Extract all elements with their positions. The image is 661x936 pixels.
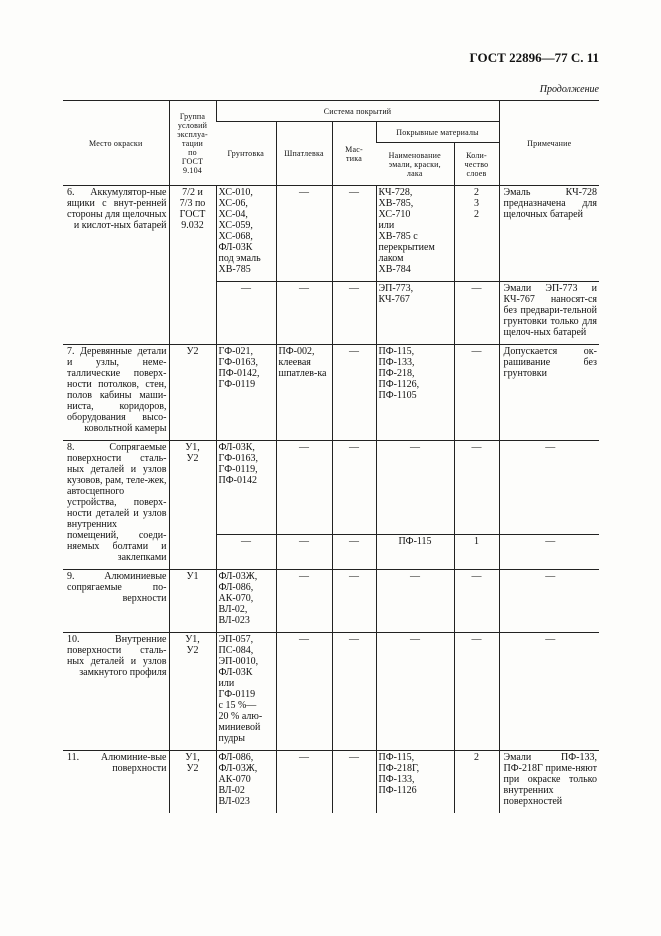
primer-line: ФЛ-03К, xyxy=(218,442,255,453)
material-line: ПФ-1105 xyxy=(378,390,417,401)
material-line: ПФ-218, xyxy=(378,368,415,379)
materials-cell xyxy=(376,633,454,751)
primer-line: ВЛ-023 xyxy=(218,615,250,626)
note-cell: Эмаль КЧ-728 предназначена для щелочных батарей xyxy=(499,186,599,282)
group-line: У1, xyxy=(185,752,200,763)
material-line: — xyxy=(410,634,420,645)
col-header-group-line: тации xyxy=(182,138,203,148)
continuation-label: Продолжение xyxy=(539,84,599,95)
mastic-cell: — xyxy=(332,345,376,441)
layers-cell xyxy=(454,570,499,633)
col-header-putty: Шпатлевка xyxy=(276,122,332,186)
group-cell xyxy=(169,345,216,441)
table-row xyxy=(63,441,599,535)
primer-line: ЭП-0010, xyxy=(218,656,259,667)
material-line: ХВ-784 xyxy=(378,264,411,275)
layers-cell xyxy=(454,441,499,535)
layers-cell xyxy=(454,345,499,441)
group-cell xyxy=(169,633,216,751)
primer-line: ВЛ-02, xyxy=(218,604,248,615)
col-header-name-line: Наименование xyxy=(388,150,441,160)
mastic-cell: — xyxy=(332,535,376,570)
col-header-group xyxy=(169,101,216,186)
primer-line: АК-070 xyxy=(218,774,251,785)
mastic-cell: — xyxy=(332,633,376,751)
primer-line: ПС-084, xyxy=(218,645,254,656)
putty-cell: — xyxy=(276,441,332,535)
primer-cell xyxy=(216,186,276,282)
material-line: ПФ-133, xyxy=(378,357,415,368)
putty-cell: — xyxy=(276,535,332,570)
col-header-primer: Грунтовка xyxy=(227,149,265,158)
material-line: ПФ-218Г, xyxy=(378,763,420,774)
materials-cell xyxy=(376,751,454,814)
group-line: 7/2 и xyxy=(182,187,203,198)
primer-line: 20 % алю- xyxy=(218,711,263,722)
group-line: У2 xyxy=(186,645,199,656)
primer-line: ГФ-0119 xyxy=(218,689,256,700)
note-cell: — xyxy=(499,570,599,633)
material-line: КЧ-728, xyxy=(378,187,413,198)
group-line: У1, xyxy=(185,442,200,453)
material-line: ПФ-115 xyxy=(398,536,432,548)
primer-line: ФЛ-03К xyxy=(218,667,253,678)
layers-cell xyxy=(454,535,499,570)
col-header-mastic-line: Мас- xyxy=(345,144,363,154)
primer-line: ХС-04, xyxy=(218,209,248,220)
primer-cell xyxy=(216,441,276,535)
col-header-mastic xyxy=(332,122,376,186)
materials-cell xyxy=(376,282,454,345)
primer-cell xyxy=(216,282,276,345)
col-header-name-line: лака xyxy=(406,168,423,178)
col-header-group-line: по xyxy=(188,147,197,157)
material-line: лаком xyxy=(378,253,404,264)
primer-line: ФЛ-03Ж, xyxy=(218,571,258,582)
layers-line: 2 xyxy=(474,752,479,763)
group-cell xyxy=(169,441,216,570)
col-header-layers xyxy=(454,143,499,186)
layers-cell xyxy=(454,186,499,282)
col-header-name-line: эмали, краски, xyxy=(388,159,441,169)
primer-line: ХС-068, xyxy=(218,231,253,242)
primer-cell xyxy=(216,633,276,751)
col-header-note: Примечание xyxy=(499,101,599,186)
primer-line: ПФ-0142 xyxy=(218,475,257,486)
primer-line: ГФ-021, xyxy=(218,346,254,357)
layers-line: — xyxy=(471,634,482,645)
col-header-layers-line: чество xyxy=(464,159,489,169)
table-row xyxy=(63,570,599,633)
material-line: ЭП-773, xyxy=(378,283,414,294)
putty-cell: — xyxy=(276,186,332,282)
material-line: ХВ-785, xyxy=(378,198,414,209)
group-line: У2 xyxy=(186,763,199,774)
putty-cell: — xyxy=(276,570,332,633)
primer-line: ФЛ-03Ж, xyxy=(218,763,258,774)
layers-line: 2 xyxy=(474,209,479,220)
group-cell xyxy=(169,751,216,814)
group-line: 7/3 по xyxy=(179,198,206,209)
place-cell: 10. Внутренние поверхности сталь-ных деталей и узлов замкнутого профиля xyxy=(63,633,169,751)
primer-line: АК-070, xyxy=(218,593,254,604)
material-line: или xyxy=(378,220,395,231)
putty-cell: — xyxy=(276,751,332,814)
place-cell: 9. Алюминиевые сопрягаемые по-верхности xyxy=(63,570,169,633)
layers-line: — xyxy=(471,346,482,357)
material-line: ПФ-133, xyxy=(378,774,415,785)
col-header-mastic-line: тика xyxy=(346,153,362,163)
material-line: ХС-710 xyxy=(378,209,411,220)
group-line: ГОСТ xyxy=(179,209,206,220)
layers-line: — xyxy=(471,283,482,294)
layers-line: 1 xyxy=(474,536,479,548)
primer-line: ХС-059, xyxy=(218,220,253,231)
col-header-group-line: ГОСТ xyxy=(181,156,204,166)
group-line: У1, xyxy=(185,634,200,645)
primer-cell xyxy=(216,345,276,441)
material-line: КЧ-767 xyxy=(378,294,410,305)
layers-line: — xyxy=(471,571,482,582)
primer-line: миниевой xyxy=(218,722,261,733)
materials-cell xyxy=(376,345,454,441)
primer-line: ГФ-0119, xyxy=(218,464,258,475)
primer-line: ГФ-0119 xyxy=(218,379,256,390)
group-line: У2 xyxy=(186,453,199,464)
primer-line: — xyxy=(241,283,251,294)
material-line: ПФ-1126, xyxy=(378,379,420,390)
note-cell: Допускается ок-рашивание без грунтовки xyxy=(499,345,599,441)
col-header-group-line: условий xyxy=(177,120,208,130)
primer-line: ПФ-0142, xyxy=(218,368,260,379)
primer-cell xyxy=(216,751,276,814)
materials-cell xyxy=(376,535,454,570)
table-row xyxy=(63,345,599,441)
layers-line: — xyxy=(471,442,482,453)
place-cell: 11. Алюминие-вые поверхности xyxy=(63,751,169,814)
primer-line: — xyxy=(241,536,251,548)
place-cell: 6. Аккумулятор-ные ящики с внут-ренней стороны для щелочных и кислот-ных батарей xyxy=(63,186,169,345)
primer-line: ХС-06, xyxy=(218,198,248,209)
primer-line: с 15 %— xyxy=(218,700,257,711)
primer-line: ФЛ-03К xyxy=(218,242,253,253)
mastic-cell: — xyxy=(332,282,376,345)
group-line: У1 xyxy=(186,571,199,582)
mastic-cell: — xyxy=(332,570,376,633)
col-header-place: Место окраски xyxy=(63,101,169,186)
mastic-cell: — xyxy=(332,751,376,814)
materials-cell xyxy=(376,570,454,633)
primer-line: ЭП-057, xyxy=(218,634,254,645)
note-cell: Эмали ПФ-133, ПФ-218Г приме-няют при окраске только внутренних поверхностей xyxy=(499,751,599,814)
col-header-layers-line: Коли- xyxy=(466,150,487,160)
col-header-system: Система покрытий xyxy=(216,101,499,122)
primer-line: ХС-010, xyxy=(218,187,253,198)
materials-cell xyxy=(376,186,454,282)
primer-cell xyxy=(216,535,276,570)
primer-line: ФЛ-086, xyxy=(218,582,254,593)
layers-line: 3 xyxy=(474,198,479,209)
material-line: ПФ-115, xyxy=(378,752,415,763)
material-line: — xyxy=(410,442,420,453)
primer-line: пудры xyxy=(218,733,246,744)
col-header-group-line: Группа xyxy=(179,111,206,121)
place-cell: 8. Сопрягаемые поверхности сталь-ных деталей и узлов кузовов, рам, теле-жек, автосцепного устройства, поверх-ности деталей и узлов внутренних помещений, соеди-няемых болтами и заклепками xyxy=(63,441,169,570)
primer-line: ФЛ-086, xyxy=(218,752,254,763)
material-line: — xyxy=(410,571,420,582)
primer-line: под эмаль xyxy=(218,253,261,264)
material-line: ХВ-785 с xyxy=(378,231,418,242)
col-header-group-line: 9.104 xyxy=(183,165,202,175)
putty-cell: ПФ-002, клеевая шпатлев-ка xyxy=(276,345,332,441)
material-line: перекрытием xyxy=(378,242,435,253)
layers-cell xyxy=(454,282,499,345)
col-header-coating: Покрывные материалы xyxy=(376,122,499,143)
putty-cell: — xyxy=(276,282,332,345)
table-row xyxy=(63,186,599,282)
material-line: ПФ-1126 xyxy=(378,785,417,796)
place-cell: 7. Деревянные детали и узлы, неме-таллические поверх-ности потолков, стен, полов кабины маши-ниста, коридоров, оборудования высо-ковольтной камеры xyxy=(63,345,169,441)
primer-line: ГФ-0163, xyxy=(218,357,259,368)
primer-line: ВЛ-02 xyxy=(218,785,245,796)
table-row xyxy=(63,751,599,814)
layers-cell xyxy=(454,751,499,814)
table-row xyxy=(63,633,599,751)
col-header-name xyxy=(376,143,454,186)
col-header-group-line: эксплуа- xyxy=(177,129,208,139)
layers-cell xyxy=(454,633,499,751)
mastic-cell: — xyxy=(332,441,376,535)
material-line: ПФ-115, xyxy=(378,346,415,357)
layers-line: 2 xyxy=(474,187,479,198)
primer-line: ГФ-0163, xyxy=(218,453,259,464)
group-line: У2 xyxy=(186,346,199,357)
mastic-cell: — xyxy=(332,186,376,282)
materials-cell xyxy=(376,441,454,535)
coating-systems-table xyxy=(63,100,599,813)
group-cell xyxy=(169,570,216,633)
note-cell: — xyxy=(499,535,599,570)
col-header-layers-line: слоев xyxy=(466,168,487,178)
primer-line: или xyxy=(218,678,235,689)
primer-line: ВЛ-023 xyxy=(218,796,250,807)
putty-cell: — xyxy=(276,633,332,751)
note-cell: — xyxy=(499,633,599,751)
group-line: 9.032 xyxy=(181,220,204,231)
note-cell: Эмали ЭП-773 и КЧ-767 наносят-ся без предвари-тельной грунтовки только для щелоч-ных батарей xyxy=(499,282,599,345)
primer-cell xyxy=(216,570,276,633)
primer-line: ХВ-785 xyxy=(218,264,251,275)
page-header: ГОСТ 22896—77 С. 11 xyxy=(469,50,599,65)
group-cell xyxy=(169,186,216,345)
note-cell: — xyxy=(499,441,599,535)
